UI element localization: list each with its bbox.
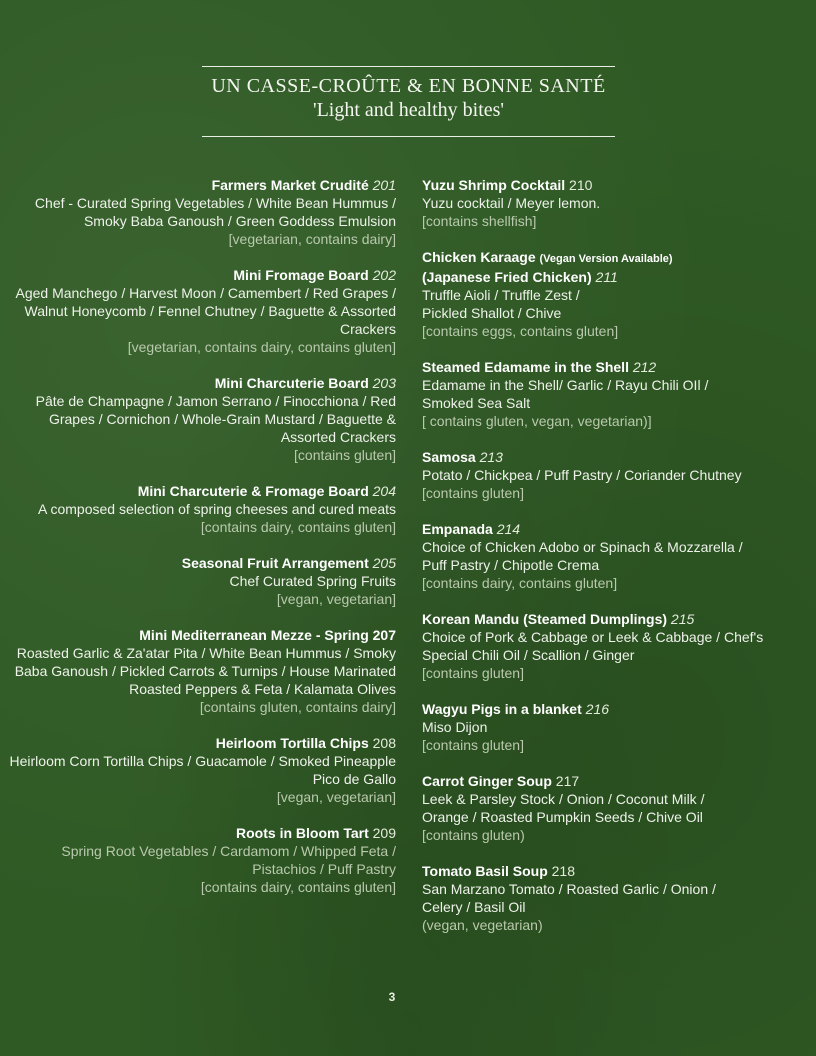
- item-name: Seasonal Fruit Arrangement: [181, 555, 369, 571]
- item-dietary-note: (vegan, vegetarian): [422, 917, 543, 933]
- item-dietary-note: [vegetarian, contains dairy]: [228, 231, 396, 247]
- item-number: 204: [372, 483, 396, 499]
- item-number: 201: [372, 177, 396, 193]
- menu-item-roots-in-bloom-tart: [0, 824, 396, 896]
- item-number: 213: [479, 449, 503, 465]
- item-name: Carrot Ginger Soup: [422, 773, 552, 789]
- item-name: Mini Fromage Board: [233, 267, 369, 283]
- item-dietary-note: [contains dairy, contains gluten]: [200, 519, 396, 535]
- item-number: 216: [585, 701, 609, 717]
- item-dietary-note: [ contains gluten, vegan, vegetarian)]: [422, 413, 652, 429]
- item-dietary-note: [vegan, vegetarian]: [276, 789, 396, 805]
- item-name: Yuzu Shrimp Cocktail: [422, 177, 566, 193]
- menu-item-seasonal-fruit: [0, 554, 396, 608]
- item-number: 214: [496, 521, 521, 537]
- header-bottom-rule: [202, 136, 615, 137]
- left-menu-column: [0, 176, 396, 914]
- item-description: Choice of Pork & Cabbage or Leek & Cabbage / Chef's Special Chili Oil / Scallion / Ginger: [422, 629, 764, 663]
- item-name: Tomato Basil Soup: [422, 863, 548, 879]
- item-number: 203: [372, 375, 396, 391]
- item-number: 209: [372, 825, 396, 841]
- item-description: Choice of Chicken Adobo or Spinach & Mozzarella / Puff Pastry / Chipotle Crema: [422, 539, 743, 573]
- menu-item-carrot-ginger-soup: [422, 772, 782, 844]
- menu-item-yuzu-shrimp-cocktail: [422, 176, 782, 230]
- item-vegan-availability: (Vegan Version Available): [539, 253, 673, 265]
- section-header: [202, 66, 615, 137]
- item-description: Leek & Parsley Stock / Onion / Coconut Milk / Orange / Roasted Pumpkin Seeds / Chive Oil: [422, 791, 705, 825]
- item-name: Roots in Bloom Tart: [236, 825, 369, 841]
- item-description: Truffle Aioli / Truffle Zest / Pickled Shallot / Chive: [422, 287, 580, 321]
- item-number: 210: [569, 177, 593, 193]
- item-description: Chef Curated Spring Fruits: [229, 573, 396, 589]
- item-description: Yuzu cocktail / Meyer lemon.: [422, 195, 601, 211]
- item-dietary-note: [contains gluten, contains dairy]: [199, 699, 396, 715]
- item-number: 211: [595, 269, 618, 285]
- menu-item-farmers-market-crudite: [0, 176, 396, 248]
- item-name-translation: (Japanese Fried Chicken): [422, 269, 592, 285]
- item-name: Chicken Karaage: [422, 249, 536, 265]
- item-description: Miso Dijon: [422, 719, 488, 735]
- item-description: Roasted Garlic & Za'atar Pita / White Bean Hummus / Smoky Baba Ganoush / Pickled Carrots & Turnips / House Marinated Roasted Peppers & Feta / Kalamata Olives: [14, 645, 396, 697]
- item-number: 217: [555, 773, 580, 789]
- menu-item-chicken-karaage: [422, 248, 782, 340]
- item-name: Mini Mediterranean Mezze - Spring 207: [139, 627, 396, 643]
- item-dietary-note: [contains gluten]: [294, 447, 396, 463]
- item-dietary-note: [contains gluten): [422, 827, 525, 843]
- right-menu-column: [422, 176, 782, 952]
- item-name: Mini Charcuterie & Fromage Board: [137, 483, 369, 499]
- menu-item-mini-charcuterie-board: [0, 374, 396, 464]
- item-number: 202: [372, 267, 396, 283]
- item-dietary-note: [vegan, vegetarian]: [276, 591, 396, 607]
- item-number: 205: [372, 555, 396, 571]
- menu-item-korean-mandu: [422, 610, 782, 682]
- menu-item-heirloom-tortilla-chips: [0, 734, 396, 806]
- item-number: 215: [670, 611, 695, 627]
- item-description: A composed selection of spring cheeses and cured meats: [38, 501, 396, 517]
- menu-item-tomato-basil-soup: [422, 862, 782, 934]
- item-name: Heirloom Tortilla Chips: [215, 735, 369, 751]
- item-dietary-note: [contains dairy, contains gluten]: [422, 575, 618, 591]
- item-name: Wagyu Pigs in a blanket: [422, 701, 582, 717]
- item-name: Samosa: [422, 449, 476, 465]
- item-number: 218: [551, 863, 575, 879]
- item-description: Potato / Chickpea / Puff Pastry / Coriander Chutney: [422, 467, 742, 483]
- item-name: Farmers Market Crudité: [211, 177, 369, 193]
- item-name: Korean Mandu (Steamed Dumplings): [422, 611, 668, 627]
- menu-item-wagyu-pigs-in-blanket: [422, 700, 782, 754]
- item-dietary-note: [contains gluten]: [422, 737, 524, 753]
- header-top-rule: [202, 66, 615, 67]
- menu-item-samosa: [422, 448, 782, 502]
- item-dietary-note: [contains gluten]: [422, 665, 524, 681]
- item-number: 208: [372, 735, 396, 751]
- section-title: UN CASSE-CROÛTE & EN BONNE SANTÉ: [211, 75, 606, 97]
- item-name: Steamed Edamame in the Shell: [422, 359, 629, 375]
- item-description: Edamame in the Shell/ Garlic / Rayu Chili OIl / Smoked Sea Salt: [422, 377, 709, 411]
- section-subtitle: 'Light and healthy bites': [312, 99, 505, 121]
- item-dietary-note: [contains gluten]: [422, 485, 524, 501]
- item-description: San Marzano Tomato / Roasted Garlic / Onion / Celery / Basil Oil: [422, 881, 716, 915]
- item-dietary-note: [contains shellfish]: [422, 213, 537, 229]
- menu-item-mediterranean-mezze: [0, 626, 396, 716]
- item-description: Spring Root Vegetables / Cardamom / Whipped Feta / Pistachios / Puff Pastry: [61, 843, 396, 877]
- item-number: 212: [632, 359, 657, 375]
- menu-item-charcuterie-fromage-board: [0, 482, 396, 536]
- page-number: 3: [388, 990, 396, 1004]
- item-dietary-note: [contains eggs, contains gluten]: [422, 323, 619, 339]
- item-description: Aged Manchego / Harvest Moon / Camembert / Red Grapes / Walnut Honeycomb / Fennel Chutney / Baguette & Assorted Crackers: [15, 285, 396, 337]
- item-description: Pâte de Champagne / Jamon Serrano / Finocchiona / Red Grapes / Cornichon / Whole-Grain Mustard / Baguette & Assorted Crackers: [35, 393, 396, 445]
- menu-item-empanada: [422, 520, 782, 592]
- item-name: Empanada: [422, 521, 493, 537]
- item-dietary-note: [vegetarian, contains dairy, contains gluten]: [127, 339, 396, 355]
- item-description: Heirloom Corn Tortilla Chips / Guacamole / Smoked Pineapple Pico de Gallo: [9, 753, 396, 787]
- menu-item-steamed-edamame: [422, 358, 782, 430]
- item-dietary-note: [contains dairy, contains gluten]: [200, 879, 396, 895]
- item-description: Chef - Curated Spring Vegetables / White Bean Hummus / Smoky Baba Ganoush / Green Goddess Emulsion: [34, 195, 396, 229]
- item-name: Mini Charcuterie Board: [214, 375, 369, 391]
- menu-item-mini-fromage-board: [0, 266, 396, 356]
